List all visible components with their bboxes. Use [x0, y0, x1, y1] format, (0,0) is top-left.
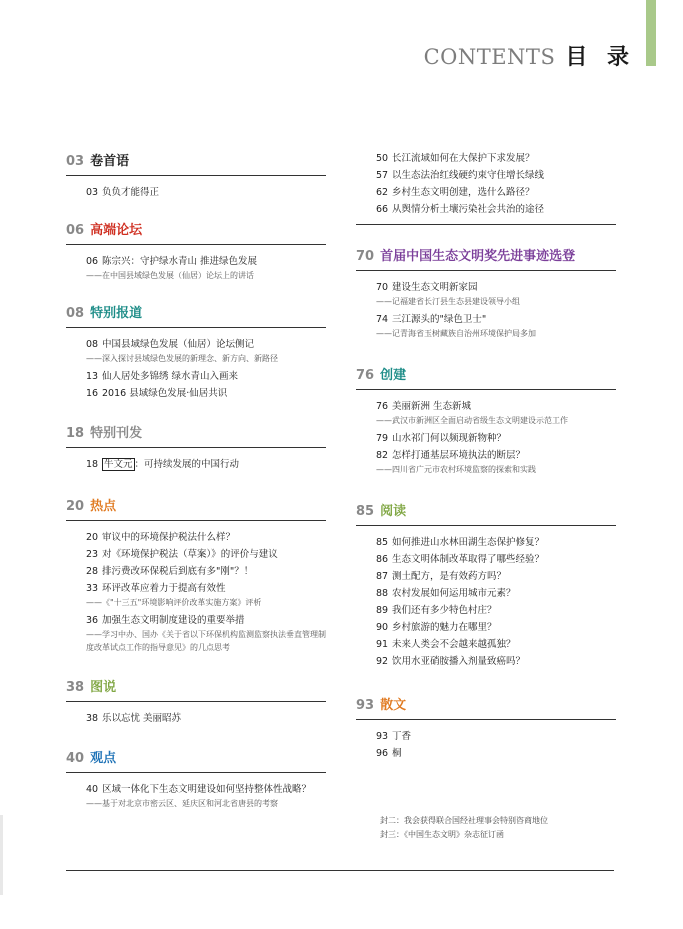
- section-page-number: 06: [66, 223, 85, 238]
- toc-entry[interactable]: [376, 150, 616, 167]
- toc-entry-title: 陈宗兴：守护绿水青山 推进绿色发展: [102, 256, 258, 267]
- toc-entry[interactable]: [86, 529, 326, 546]
- toc-entry-title: 如何推进山水林田湖生态保护修复？: [392, 537, 545, 548]
- toc-entry-title: 对《环境保护税法（草案）》的评价与建议: [102, 549, 278, 560]
- toc-entry[interactable]: [376, 279, 616, 296]
- toc-entry[interactable]: [86, 385, 326, 402]
- toc-entry[interactable]: [86, 336, 326, 353]
- toc-entry-subtitle: ——四川省广元市农村环境监察的探索和实践: [376, 465, 536, 474]
- toc-entry-title: 测土配方，是有效药方吗？: [392, 571, 507, 582]
- toc-entry[interactable]: [86, 184, 326, 201]
- toc-entry-title: 建设生态文明新家园: [392, 282, 478, 293]
- toc-entry-page: 33: [86, 583, 99, 594]
- toc-entry-title: 长江流域如何在大保护下求发展？: [392, 153, 535, 164]
- toc-entry-page: 36: [86, 615, 99, 626]
- toc-entry-page: 88: [376, 588, 389, 599]
- continued-entries: [356, 150, 616, 225]
- toc-entry-page: 85: [376, 537, 389, 548]
- toc-entry-title: 未来人类会不会越来越孤独？: [392, 639, 516, 650]
- toc-entry-page: 93: [376, 731, 389, 742]
- toc-entry-title: 从舆情分析土壤污染社会共治的途径: [392, 204, 545, 215]
- toc-entry-author: 牛文元: [104, 459, 133, 470]
- toc-entry-title: 桐: [392, 748, 402, 759]
- toc-entry[interactable]: [376, 619, 616, 636]
- toc-section: [66, 495, 326, 654]
- toc-entry-title: 乡村旅游的魅力在哪里？: [392, 622, 497, 633]
- section-title: 卷首语: [90, 154, 130, 169]
- section-header: [66, 150, 326, 176]
- toc-entry-title: 乐以忘忧 美丽昭苏: [102, 713, 182, 724]
- toc-entry-title: 美丽新洲 生态新城: [392, 401, 472, 412]
- section-title: 热点: [90, 499, 117, 514]
- toc-entry-page: 92: [376, 656, 389, 667]
- toc-entry-title: 丁香: [392, 731, 412, 742]
- cover-notes: [380, 814, 548, 842]
- cover-note: 封三：《中国生态文明》杂志征订函: [380, 830, 504, 839]
- section-page-number: 93: [356, 698, 375, 713]
- section-page-number: 70: [356, 249, 375, 264]
- toc-entry-page: 20: [86, 532, 99, 543]
- toc-entry-page: 76: [376, 401, 389, 412]
- section-header: [356, 245, 616, 271]
- toc-entry[interactable]: [376, 167, 616, 184]
- section-header: [66, 302, 326, 328]
- toc-entry-title: 三江源头的"绿色卫士": [392, 314, 487, 325]
- toc-entry[interactable]: [376, 201, 616, 218]
- section-entries: [66, 521, 326, 654]
- section-title: 阅读: [380, 504, 407, 519]
- toc-entry-title: 乡村生态文明创建，选什么路径？: [392, 187, 535, 198]
- contents-zh-title: 目 录: [565, 45, 635, 70]
- section-entries: [356, 526, 616, 670]
- toc-entry-subtitle: ——深入探讨县域绿色发展的新理念、新方向、新路径: [86, 354, 278, 363]
- toc-entry-page: 89: [376, 605, 389, 616]
- section-title: 特别报道: [90, 306, 143, 321]
- toc-entry-page: 03: [86, 187, 99, 198]
- toc-entry-title: 饮用水亚硝胺播入剂量致癌吗？: [392, 656, 526, 667]
- toc-section: [66, 150, 326, 201]
- section-page-number: 76: [356, 368, 375, 383]
- section-entries: [66, 245, 326, 282]
- toc-entry[interactable]: [376, 568, 616, 585]
- toc-section: [356, 364, 616, 476]
- section-page-number: 18: [66, 426, 85, 441]
- section-entries: [356, 390, 616, 476]
- page-header: [424, 40, 635, 71]
- toc-entry-title: 区域一体化下生态文明建设如何坚持整体性战略？: [102, 784, 312, 795]
- toc-entry-page: 96: [376, 748, 389, 759]
- section-header: [66, 747, 326, 773]
- section-header: [66, 219, 326, 245]
- toc-entry[interactable]: [86, 580, 326, 597]
- toc-entry-page: 86: [376, 554, 389, 565]
- toc-entry[interactable]: [376, 447, 616, 464]
- section-page-number: 38: [66, 680, 85, 695]
- toc-right-column: [356, 150, 616, 762]
- toc-entry[interactable]: [376, 551, 616, 568]
- toc-entry-page: 62: [376, 187, 389, 198]
- toc-section: [356, 245, 616, 340]
- contents-en-title: CONTENTS: [423, 45, 556, 69]
- section-title: 散文: [380, 698, 407, 713]
- toc-entry-subtitle: ——学习中办、国办《关于省以下环保机构监测监察执法垂直管理制度改革试点工作的指导意见》的几点思考: [86, 630, 326, 652]
- toc-section: [66, 302, 326, 402]
- toc-entry[interactable]: [376, 745, 616, 762]
- section-entries: [66, 702, 326, 727]
- toc-section: [356, 500, 616, 670]
- section-entries: [66, 176, 326, 201]
- toc-entry[interactable]: [376, 311, 616, 328]
- toc-entry-title: 以生态法治红线硬约束守住增长绿线: [392, 170, 545, 181]
- toc-entry-subtitle: ——武汉市新洲区全面启动省级生态文明建设示范工作: [376, 416, 568, 425]
- toc-entry-subtitle: ——记青海省玉树藏族自治州环境保护局多加: [376, 329, 536, 338]
- toc-entry-title: 加强生态文明制度建设的重要举措: [102, 615, 245, 626]
- toc-entry[interactable]: [86, 612, 326, 629]
- toc-entry-title: 生态文明体制改革取得了哪些经验？: [392, 554, 545, 565]
- toc-entry-title: 2016 县域绿色发展·仙居共识: [102, 388, 228, 399]
- section-entries: [66, 328, 326, 402]
- toc-entry-subtitle: ——记福建省长汀县生态县建设领导小组: [376, 297, 520, 306]
- toc-entry-title: ：可持续发展的中国行动: [134, 459, 240, 470]
- toc-entry[interactable]: [86, 456, 326, 473]
- toc-entry-page: 57: [376, 170, 389, 181]
- toc-entry-page: 18: [86, 459, 99, 470]
- toc-section: [66, 219, 326, 282]
- toc-entry-title: 我们还有多少特色村庄？: [392, 605, 497, 616]
- toc-entry-page: 50: [376, 153, 389, 164]
- toc-entry[interactable]: [86, 781, 326, 798]
- toc-entry-title: 负负才能得正: [102, 187, 160, 198]
- section-entries: [66, 448, 326, 473]
- toc-entry-title: 审议中的环境保护税法什么样？: [102, 532, 236, 543]
- section-page-number: 85: [356, 504, 375, 519]
- toc-entry-subtitle: ——《"十三五"环境影响评价改革实施方案》评析: [86, 598, 262, 607]
- section-header: [356, 500, 616, 526]
- toc-entry-page: 74: [376, 314, 389, 325]
- bottom-rule: [66, 870, 614, 871]
- toc-entry-page: 79: [376, 433, 389, 444]
- toc-entry-page: 06: [86, 256, 99, 267]
- toc-entry-page: 38: [86, 713, 99, 724]
- section-page-number: 20: [66, 499, 85, 514]
- toc-section: [66, 422, 326, 473]
- section-entries: [66, 773, 326, 810]
- toc-entry-page: 82: [376, 450, 389, 461]
- toc-entry-page: 13: [86, 371, 99, 382]
- toc-entry-page: 40: [86, 784, 99, 795]
- toc-section: [66, 747, 326, 810]
- toc-entry[interactable]: [376, 653, 616, 670]
- toc-entry[interactable]: [376, 184, 616, 201]
- toc-entry[interactable]: [376, 602, 616, 619]
- toc-entry-title: 环评改革应着力于提高有效性: [102, 583, 226, 594]
- toc-entry-title: 农村发展如何运用城市元素？: [392, 588, 516, 599]
- section-header: [66, 495, 326, 521]
- section-page-number: 08: [66, 306, 85, 321]
- toc-entry-subtitle: ——在中国县域绿色发展（仙居）论坛上的讲话: [86, 271, 254, 280]
- toc-entry-page: 70: [376, 282, 389, 293]
- section-title: 观点: [90, 751, 117, 766]
- toc-entry[interactable]: [86, 368, 326, 385]
- section-entries: [356, 720, 616, 762]
- toc-entry-title: 山水祁门何以频现新物种？: [392, 433, 507, 444]
- toc-section: [356, 694, 616, 762]
- toc-entry-page: 91: [376, 639, 389, 650]
- section-title: 创建: [380, 368, 407, 383]
- section-page-number: 40: [66, 751, 85, 766]
- toc-entry-title: 怎样打通基层环境执法的断层？: [392, 450, 526, 461]
- toc-entry[interactable]: [376, 398, 616, 415]
- toc-entry-title: 仙人居处多锦绣 绿水青山入画来: [102, 371, 239, 382]
- section-page-number: 03: [66, 154, 85, 169]
- toc-entry-page: 90: [376, 622, 389, 633]
- toc-entry-title: 排污费改环保税后到底有多"刚"？！: [102, 566, 254, 577]
- page-edge: [0, 815, 3, 895]
- toc-left-column: [66, 150, 326, 813]
- section-title: 高端论坛: [90, 223, 143, 238]
- section-title: 首届中国生态文明奖先进事迹选登: [380, 249, 576, 264]
- toc-entry[interactable]: [86, 563, 326, 580]
- section-title: 特别刊发: [90, 426, 143, 441]
- toc-section: [66, 676, 326, 727]
- cover-note: 封二：我会获得联合国经社理事会特别咨商地位: [380, 816, 548, 825]
- decorative-green-bar: [646, 0, 656, 66]
- section-header: [356, 364, 616, 390]
- toc-entry-title: 中国县域绿色发展（仙居）论坛侧记: [102, 339, 255, 350]
- toc-entry[interactable]: [86, 546, 326, 563]
- toc-entry[interactable]: [376, 534, 616, 551]
- toc-entry[interactable]: [376, 585, 616, 602]
- toc-entry[interactable]: [376, 728, 616, 745]
- section-entries: [356, 271, 616, 340]
- toc-entry-page: 23: [86, 549, 99, 560]
- section-header: [356, 694, 616, 720]
- toc-entry-page: 28: [86, 566, 99, 577]
- toc-entry-page: 87: [376, 571, 389, 582]
- toc-entry-page: 16: [86, 388, 99, 399]
- toc-entry[interactable]: [86, 710, 326, 727]
- section-header: [66, 676, 326, 702]
- toc-entry[interactable]: [86, 253, 326, 270]
- section-title: 图说: [90, 680, 117, 695]
- toc-entry-page: 66: [376, 204, 389, 215]
- toc-entry[interactable]: [376, 430, 616, 447]
- section-header: [66, 422, 326, 448]
- toc-entry[interactable]: [376, 636, 616, 653]
- toc-entry-subtitle: ——基于对北京市密云区、延庆区和河北省唐县的考察: [86, 799, 278, 808]
- toc-entry-page: 08: [86, 339, 99, 350]
